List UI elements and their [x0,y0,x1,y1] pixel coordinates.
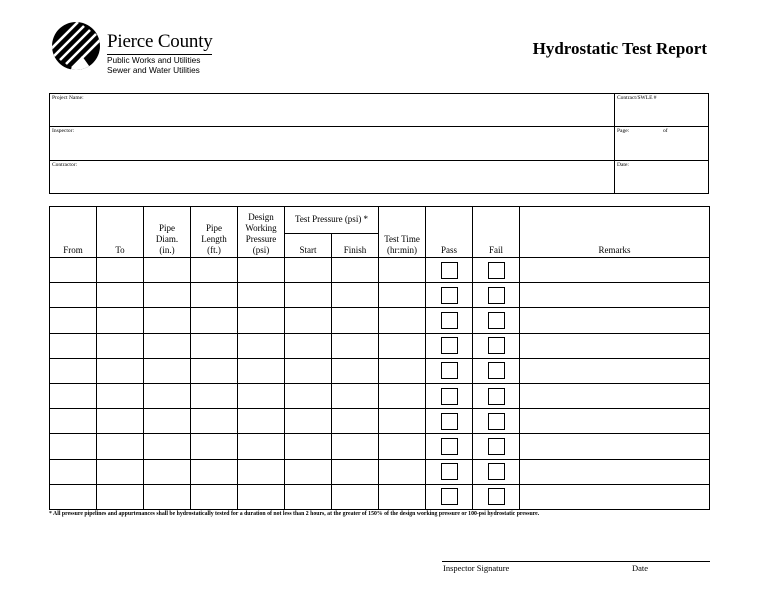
table-row [50,258,710,283]
test-time-cell[interactable] [379,308,426,333]
pass-cell [426,283,473,308]
contract-field[interactable] [615,94,708,126]
design-pressure-cell[interactable] [238,358,285,383]
fail-cell [473,383,520,408]
table-row [50,459,710,484]
pass-checkbox[interactable] [441,262,458,279]
page-field[interactable] [615,127,708,159]
remarks-cell[interactable] [520,258,710,283]
table-row [50,484,710,509]
col-pass: Pass [426,207,473,258]
test-time-cell[interactable] [379,258,426,283]
finish-pressure-cell[interactable] [332,484,379,509]
pass-checkbox[interactable] [441,413,458,430]
date-label: Date: [617,161,629,168]
from-cell[interactable] [50,409,97,434]
start-pressure-cell[interactable] [285,358,332,383]
test-time-cell[interactable] [379,333,426,358]
finish-pressure-cell[interactable] [332,358,379,383]
table-row [50,383,710,408]
inspector-field[interactable] [50,127,615,159]
pipe-length-cell[interactable] [191,258,238,283]
table-row [50,409,710,434]
from-cell[interactable] [50,333,97,358]
pipe-diam-cell[interactable] [144,258,191,283]
test-time-cell[interactable] [379,484,426,509]
design-pressure-cell[interactable] [238,308,285,333]
contractor-field[interactable] [50,161,615,194]
table-row [50,358,710,383]
pass-cell [426,434,473,459]
pipe-length-cell[interactable] [191,484,238,509]
from-cell[interactable] [50,358,97,383]
from-cell[interactable] [50,308,97,333]
fail-cell [473,358,520,383]
pipe-diam-cell[interactable] [144,434,191,459]
fail-cell [473,333,520,358]
pass-checkbox[interactable] [441,388,458,405]
remarks-cell[interactable] [520,283,710,308]
table-row [50,283,710,308]
design-pressure-cell[interactable] [238,258,285,283]
project-info-box [49,93,709,194]
finish-pressure-cell[interactable] [332,283,379,308]
pipe-diam-cell[interactable] [144,459,191,484]
pass-cell [426,358,473,383]
fail-checkbox[interactable] [488,362,505,379]
col-to: To [97,207,144,258]
fail-checkbox[interactable] [488,337,505,354]
design-pressure-cell[interactable] [238,459,285,484]
pass-checkbox[interactable] [441,337,458,354]
test-time-cell[interactable] [379,409,426,434]
pipe-diam-cell[interactable] [144,308,191,333]
pass-checkbox[interactable] [441,438,458,455]
finish-pressure-cell[interactable] [332,434,379,459]
col-test-time: Test Time (hr:min) [379,207,426,258]
to-cell[interactable] [97,484,144,509]
contractor-label: Contractor: [52,161,78,168]
page-label: Page: [617,128,630,135]
to-cell[interactable] [97,409,144,434]
pipe-length-cell[interactable] [191,308,238,333]
col-fail: Fail [473,207,520,258]
to-cell[interactable] [97,358,144,383]
fail-checkbox[interactable] [488,287,505,304]
pass-checkbox[interactable] [441,312,458,329]
pipe-length-cell[interactable] [191,333,238,358]
remarks-cell[interactable] [520,484,710,509]
fail-checkbox[interactable] [488,463,505,480]
from-cell[interactable] [50,258,97,283]
pipe-length-cell[interactable] [191,434,238,459]
fail-checkbox[interactable] [488,413,505,430]
table-row [50,333,710,358]
remarks-cell[interactable] [520,383,710,408]
pipe-length-cell[interactable] [191,459,238,484]
inspector-signature-label: Inspector Signature [443,563,510,573]
pass-checkbox[interactable] [441,463,458,480]
pipe-length-cell[interactable] [191,283,238,308]
fail-checkbox[interactable] [488,262,505,279]
pipe-length-cell[interactable] [191,383,238,408]
pass-checkbox[interactable] [441,362,458,379]
design-pressure-cell[interactable] [238,283,285,308]
table-header-row [50,207,710,234]
pass-cell [426,308,473,333]
remarks-cell[interactable] [520,459,710,484]
project-name-field[interactable] [50,94,615,126]
to-cell[interactable] [97,308,144,333]
pipe-diam-cell[interactable] [144,358,191,383]
page-of-label: of [663,128,668,135]
finish-pressure-cell[interactable] [332,383,379,408]
start-pressure-cell[interactable] [285,459,332,484]
design-pressure-cell[interactable] [238,484,285,509]
remarks-cell[interactable] [520,358,710,383]
info-row-inspector [50,127,708,160]
remarks-cell[interactable] [520,308,710,333]
pipe-diam-cell[interactable] [144,484,191,509]
fail-cell [473,484,520,509]
org-name: Pierce County [107,31,213,52]
fail-cell [473,434,520,459]
pass-cell [426,333,473,358]
info-row-contractor [50,161,708,194]
fail-checkbox[interactable] [488,388,505,405]
to-cell[interactable] [97,258,144,283]
col-pipe-length: Pipe Length (ft.) [191,207,238,258]
finish-pressure-cell[interactable] [332,459,379,484]
pipe-length-cell[interactable] [191,358,238,383]
signature-line[interactable] [442,561,710,562]
from-cell[interactable] [50,484,97,509]
col-pipe-diam: Pipe Diam. (in.) [144,207,191,258]
start-pressure-cell[interactable] [285,283,332,308]
pipe-diam-cell[interactable] [144,283,191,308]
design-pressure-cell[interactable] [238,409,285,434]
remarks-cell[interactable] [520,409,710,434]
fail-checkbox[interactable] [488,438,505,455]
org-division: Sewer and Water Utilities [107,64,200,75]
test-time-cell[interactable] [379,283,426,308]
finish-pressure-cell[interactable] [332,409,379,434]
col-start: Start [285,234,332,258]
finish-pressure-cell[interactable] [332,333,379,358]
signature-date-label: Date [632,563,649,573]
pass-checkbox[interactable] [441,287,458,304]
col-design-working-pressure: Design Working Pressure (psi) [238,207,285,258]
from-cell[interactable] [50,434,97,459]
from-cell[interactable] [50,459,97,484]
from-cell[interactable] [50,383,97,408]
design-pressure-cell[interactable] [238,333,285,358]
hydrostatic-test-table [49,206,710,510]
fail-checkbox[interactable] [488,488,505,505]
remarks-cell[interactable] [520,434,710,459]
start-pressure-cell[interactable] [285,434,332,459]
design-pressure-cell[interactable] [238,383,285,408]
pipe-diam-cell[interactable] [144,383,191,408]
pass-cell [426,409,473,434]
fail-cell [473,308,520,333]
fail-cell [473,258,520,283]
to-cell[interactable] [97,434,144,459]
inspector-label: Inspector: [52,128,74,135]
pipe-length-cell[interactable] [191,409,238,434]
pass-cell [426,459,473,484]
org-department: Public Works and Utilities [107,55,201,65]
table-row [50,434,710,459]
table-body [50,258,710,510]
finish-pressure-cell[interactable] [332,258,379,283]
test-time-cell[interactable] [379,434,426,459]
pass-checkbox[interactable] [441,488,458,505]
start-pressure-cell[interactable] [285,308,332,333]
start-pressure-cell[interactable] [285,383,332,408]
to-cell[interactable] [97,459,144,484]
fail-checkbox[interactable] [488,312,505,329]
remarks-cell[interactable] [520,333,710,358]
col-remarks: Remarks [520,207,710,258]
design-pressure-cell[interactable] [238,434,285,459]
pass-cell [426,383,473,408]
test-time-cell[interactable] [379,383,426,408]
project-name-label: Project Name: [52,95,84,101]
fail-cell [473,283,520,308]
test-time-cell[interactable] [379,358,426,383]
pass-cell [426,258,473,283]
fail-cell [473,459,520,484]
table-row [50,308,710,333]
document-title: Hydrostatic Test Report [532,39,707,58]
start-pressure-cell[interactable] [285,258,332,283]
pass-cell [426,484,473,509]
to-cell[interactable] [97,383,144,408]
col-from: From [50,207,97,258]
col-finish: Finish [332,234,379,258]
pierce-county-logo [52,22,100,70]
info-row-project [50,94,708,127]
start-pressure-cell[interactable] [285,333,332,358]
fail-cell [473,409,520,434]
date-field[interactable] [615,161,708,194]
to-cell[interactable] [97,283,144,308]
org-divider [107,54,212,55]
footnote: * All pressure pipelines and appurtenances shall be hydrostatically tested for a duration of not less than 2 hours, at the greater of 150% of the design working pressure or 100-psi hydrostatic pressure. [49,511,540,517]
pipe-diam-cell[interactable] [144,409,191,434]
col-test-pressure: Test Pressure (psi) * [285,207,379,234]
contract-label: Contract/SWLE # [617,95,657,101]
start-pressure-cell[interactable] [285,484,332,509]
start-pressure-cell[interactable] [285,409,332,434]
pipe-diam-cell[interactable] [144,333,191,358]
from-cell[interactable] [50,283,97,308]
test-time-cell[interactable] [379,459,426,484]
finish-pressure-cell[interactable] [332,308,379,333]
to-cell[interactable] [97,333,144,358]
